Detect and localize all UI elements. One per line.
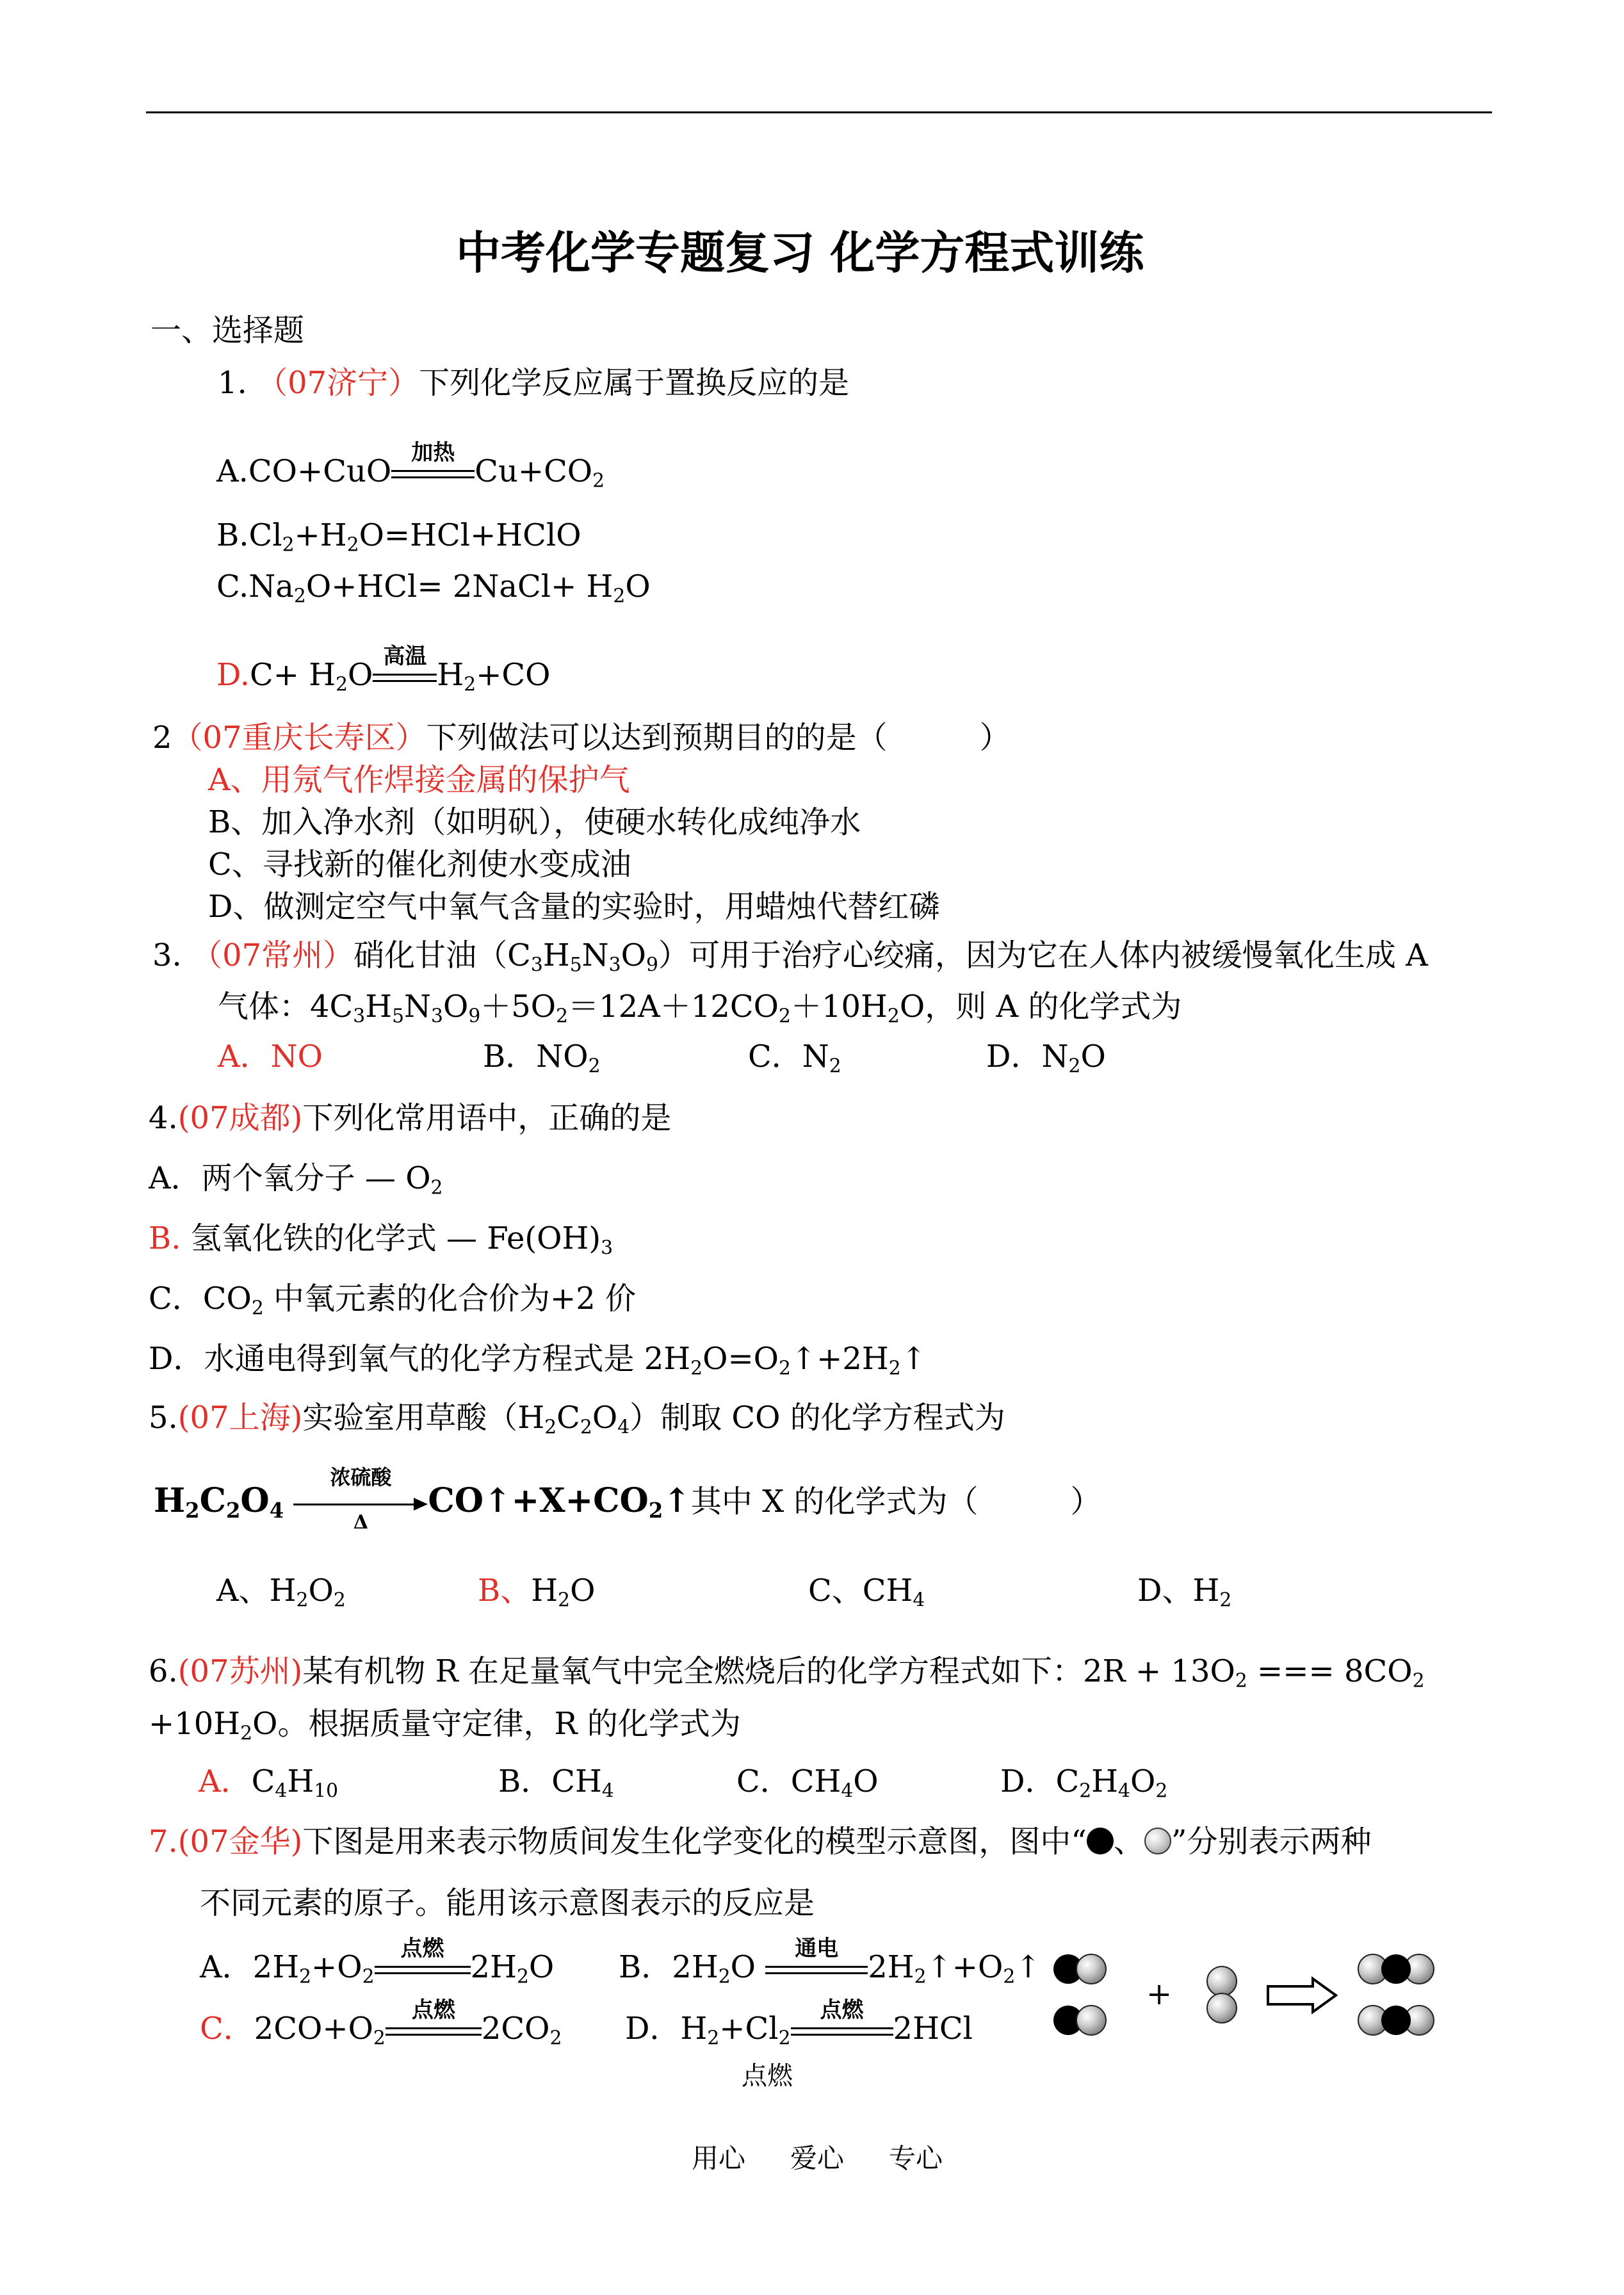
plus-sign: + — [1146, 1976, 1173, 2012]
q7-option-d-condition-below: 点燃 — [742, 2061, 793, 2091]
q3-option-d: D．$N_2O$ — [986, 1039, 1106, 1078]
q1-option-b: $B.Cl_2+H_2O=HCl+HClO$ — [216, 517, 581, 556]
q3-option-c: C．$N_2$ — [748, 1039, 841, 1078]
q4-source: (07成都) — [177, 1100, 303, 1136]
q1-stem — [218, 365, 850, 401]
q5-source: (07上海) — [177, 1400, 303, 1436]
q5-stem: 5.(07上海)实验室用草酸$(H_2C_2O_4)$制取 CO 的化学方程式为 — [149, 1400, 1005, 1439]
q2-stem: 2（07重庆长寿区）下列做法可以达到预期目的的是（ ） — [152, 720, 1011, 756]
eq-sign-heat: 加热 — [391, 458, 475, 489]
q5-option-a: A、$H_2O_2$ — [216, 1573, 346, 1612]
q2-option-a: A、用氖气作焊接金属的保护气 — [208, 762, 630, 798]
q6-stem: 6.(07苏州)某有机物 R 在足量氧气中完全燃烧后的化学方程式如下：$2R + 13O_2$ === $8CO_2$ — [149, 1653, 1425, 1692]
q7-option-a: A．$2H_2+O_2$ 点燃 $2H_2O$ — [200, 1935, 555, 1988]
q4-option-d: D．水通电得到氧气的化学方程式是 $2H_2O=O_2↑+2H_2↑$ — [149, 1341, 927, 1380]
q3-option-a: A．NO — [218, 1039, 323, 1075]
section-heading: 一、选择题 — [150, 312, 305, 348]
reactant-molecule-3 — [1207, 1967, 1237, 2023]
q4-option-b: B. 氢氧化铁的化学式 — $Fe(OH)_3$ — [149, 1220, 613, 1260]
q1-option-a: A.CO+CuO 加热 $Cu+CO_2$ — [216, 439, 605, 492]
q2-source: （07重庆长寿区） — [172, 720, 426, 756]
q5-option-c: C、$CH_4$ — [808, 1573, 925, 1612]
reactant-molecule-1 — [1053, 1954, 1106, 1984]
q1-number: 1. — [218, 365, 247, 401]
q2-option-b: B、加入净水剂（如明矾），使硬水转化成纯净水 — [208, 804, 861, 840]
q7-option-d: D．$H_2+Cl_2$ 点燃 2HCl — [625, 1997, 973, 2050]
grey-atom-icon — [1144, 1828, 1171, 1854]
header-rule — [146, 111, 1492, 113]
q7-option-b: B．$2H_2O$ 通电 $2H_2↑+O_2↑$ — [619, 1935, 1041, 1988]
q5-equation: $H_2C_2O_4$ 浓硫酸 Δ $CO↑+X+CO_2↑$其中 X 的化学式为（ ） — [154, 1464, 1101, 1534]
q1-option-d: $D.C+ H_2O$ 高温 $H_2+CO$ — [216, 643, 551, 696]
reaction-arrow-icon — [1268, 1979, 1336, 2012]
q6-source: (07苏州) — [177, 1653, 303, 1689]
q7-source: (07金华) — [177, 1824, 303, 1860]
reaction-arrow: 浓硫酸 Δ — [293, 1489, 428, 1520]
black-atom-icon — [1087, 1828, 1114, 1854]
q1-option-c: $C.Na_2O+HCl=$ 2NaCl+ $H_2O$ — [216, 569, 651, 608]
q2-option-c: C、寻找新的催化剂使水变成油 — [208, 847, 631, 882]
q1-text: 下列化学反应属于置换反应的是 — [419, 365, 850, 401]
q6-option-b: B．$CH_4$ — [498, 1764, 614, 1803]
product-molecule-1 — [1358, 1954, 1434, 1984]
reactant-molecule-2 — [1053, 2006, 1106, 2035]
q6-option-d: D．$C_2H_4O_2$ — [1000, 1764, 1168, 1803]
footer-text-2: 爱心 — [790, 2143, 845, 2174]
q4-stem: 4.(07成都)下列化常用语中，正确的是 — [149, 1100, 672, 1136]
molecule-model-diagram — [1037, 1940, 1460, 2049]
q6-line2: $+10H_2O$。根据质量守定律，R 的化学式为 — [149, 1706, 741, 1745]
footer-text-1: 用心 — [692, 2143, 746, 2174]
q3-source: （07常州） — [191, 937, 354, 973]
q5-option-d: D、$H_2$ — [1137, 1573, 1232, 1612]
q7-line2: 不同元素的原子。能用该示意图表示的反应是 — [200, 1885, 815, 1921]
q6-option-a: A．$C_4H_{10}$ — [199, 1764, 339, 1803]
q7-option-c: C．$2CO+O_2$ 点燃 $2CO_2$ — [200, 1997, 562, 2050]
q6-option-c: C．$CH_4O$ — [736, 1764, 879, 1803]
q4-option-a: A．两个氧分子 — $O_2$ — [149, 1160, 443, 1199]
page-title: 中考化学专题复习 化学方程式训练 — [456, 227, 1144, 279]
q4-option-c: C．$CO_2$ 中氧元素的化合价为+2 价 — [149, 1281, 637, 1320]
q5-option-b: B、$H_2O$ — [478, 1573, 596, 1612]
eq-sign-high-temp: 高温 — [373, 662, 437, 693]
q3-stem: 3. （07常州）硝化甘油$(C_3H_5N_3O_9)$可用于治疗心绞痛，因为它在人体内被缓慢氧化生成 A — [152, 937, 1428, 977]
footer-text-3: 专心 — [889, 2143, 943, 2174]
q3-equation: 气体：$4C_3H_5N_3O_9+5O_2=12A+12CO_2+10H_2O$，则 A 的化学式为 — [218, 989, 1182, 1028]
q1-source: （07济宁） — [257, 365, 419, 401]
product-molecule-2 — [1358, 2006, 1434, 2035]
q3-option-b: B．$NO_2$ — [483, 1039, 601, 1078]
q2-option-d: D、做测定空气中氧气含量的实验时，用蜡烛代替红磷 — [208, 889, 940, 925]
q7-stem: 7.(07金华)下图是用来表示物质间发生化学变化的模型示意图，图中“ 、 ”分别表示两种 — [149, 1824, 1372, 1860]
